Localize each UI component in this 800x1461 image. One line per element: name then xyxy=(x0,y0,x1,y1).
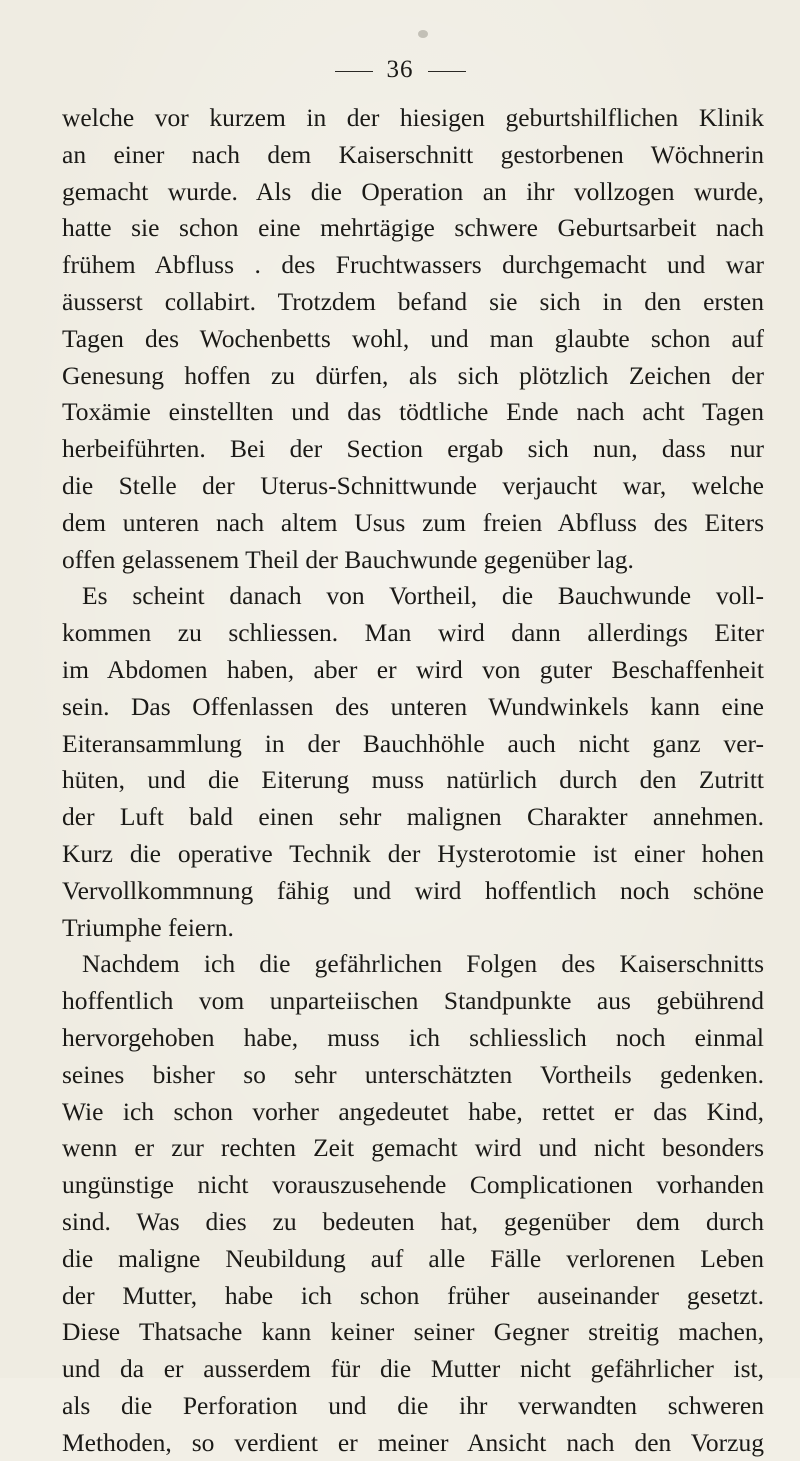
text-line: welche vor kurzem in der hiesigen geburtshilflichen Klinik xyxy=(62,103,764,132)
text-line: Toxämie einstellten und das tödtliche Ende nach acht Tagen xyxy=(62,397,764,427)
text-line: Wie ich schon vorher angedeutet habe, rettet er das Kind, xyxy=(62,1096,764,1126)
ink-smudge xyxy=(418,30,428,38)
text-line: die maligne Neubildung auf alle Fälle verlorenen Leben xyxy=(62,1243,764,1273)
text-line: hervorgehoben habe, muss ich schliesslich noch einmal xyxy=(62,1022,764,1052)
text-line: Nachdem ich die gefährlichen Folgen des Kaiserschnitts xyxy=(82,949,764,979)
text-line: im Abdomen haben, aber er wird von guter Beschaffenheit xyxy=(62,654,764,684)
text-line: sind. Was dies zu bedeuten hat, gegenüber dem durch xyxy=(62,1206,764,1236)
text-line: hüten, und die Eiterung muss natürlich durch den Zutritt xyxy=(62,765,764,795)
text-line: die Stelle der Uterus-Schnittwunde verjaucht war, welche xyxy=(62,470,764,500)
text-line: ungünstige nicht vorauszusehende Complicationen vorhanden xyxy=(62,1170,764,1200)
text-line: wenn er zur rechten Zeit gemacht wird und nicht besonders xyxy=(62,1133,764,1163)
header-dash-right xyxy=(428,71,466,72)
text-line: Triumphe feiern. xyxy=(62,912,234,942)
text-line: Methoden, so verdient er meiner Ansicht nach den Vorzug xyxy=(62,1427,764,1457)
page-header xyxy=(0,56,800,84)
text-line: Es scheint danach von Vortheil, die Bauchwunde voll- xyxy=(82,581,764,611)
text-line: äusserst collabirt. Trotzdem befand sie sich in den ersten xyxy=(62,286,764,316)
text-line: an einer nach dem Kaiserschnitt gestorbenen Wöchnerin xyxy=(62,139,764,169)
text-line: dem unteren nach altem Usus zum freien Abfluss des Eiters xyxy=(62,507,764,537)
text-line: und da er ausserdem für die Mutter nicht gefährlicher ist, xyxy=(62,1354,764,1384)
body-text xyxy=(62,100,764,1461)
text-line: der Luft bald einen sehr malignen Charakter annehmen. xyxy=(62,802,764,832)
text-line: herbeiführten. Bei der Section ergab sich nun, dass nur xyxy=(62,434,764,464)
text-line: hatte sie schon eine mehrtägige schwere Geburtsarbeit nach xyxy=(62,213,764,243)
text-line: seines bisher so sehr unterschätzten Vortheils gedenken. xyxy=(62,1059,764,1089)
text-line: Vervollkommnung fähig und wird hoffentlich noch schöne xyxy=(62,875,764,905)
text-line: Kurz die operative Technik der Hysterotomie ist einer hohen xyxy=(62,838,764,868)
header-dash-left xyxy=(335,71,373,72)
text-line: sein. Das Offenlassen des unteren Wundwinkels kann eine xyxy=(62,691,764,721)
text-line: Eiteransammlung in der Bauchhöhle auch nicht ganz ver- xyxy=(62,728,764,758)
text-line: frühem Abfluss . des Fruchtwassers durchgemacht und war xyxy=(62,250,764,280)
text-line: der Mutter, habe ich schon früher auseinander gesetzt. xyxy=(62,1280,764,1310)
text-line: Tagen des Wochenbetts wohl, und man glaubte schon auf xyxy=(62,323,764,353)
text-line: gemacht wurde. Als die Operation an ihr vollzogen wurde, xyxy=(62,176,764,206)
text-line: hoffentlich vom unparteiischen Standpunkte aus gebührend xyxy=(62,986,764,1016)
text-line: Genesung hoffen zu dürfen, als sich plötzlich Zeichen der xyxy=(62,360,764,390)
page-number: 36 xyxy=(386,56,414,83)
text-line: als die Perforation und die ihr verwandten schweren xyxy=(62,1390,764,1420)
text-line: kommen zu schliessen. Man wird dann allerdings Eiter xyxy=(62,618,764,648)
text-line: Diese Thatsache kann keiner seiner Gegner streitig machen, xyxy=(62,1317,764,1347)
text-line: offen gelassenem Theil der Bauchwunde gegenüber lag. xyxy=(62,544,634,574)
